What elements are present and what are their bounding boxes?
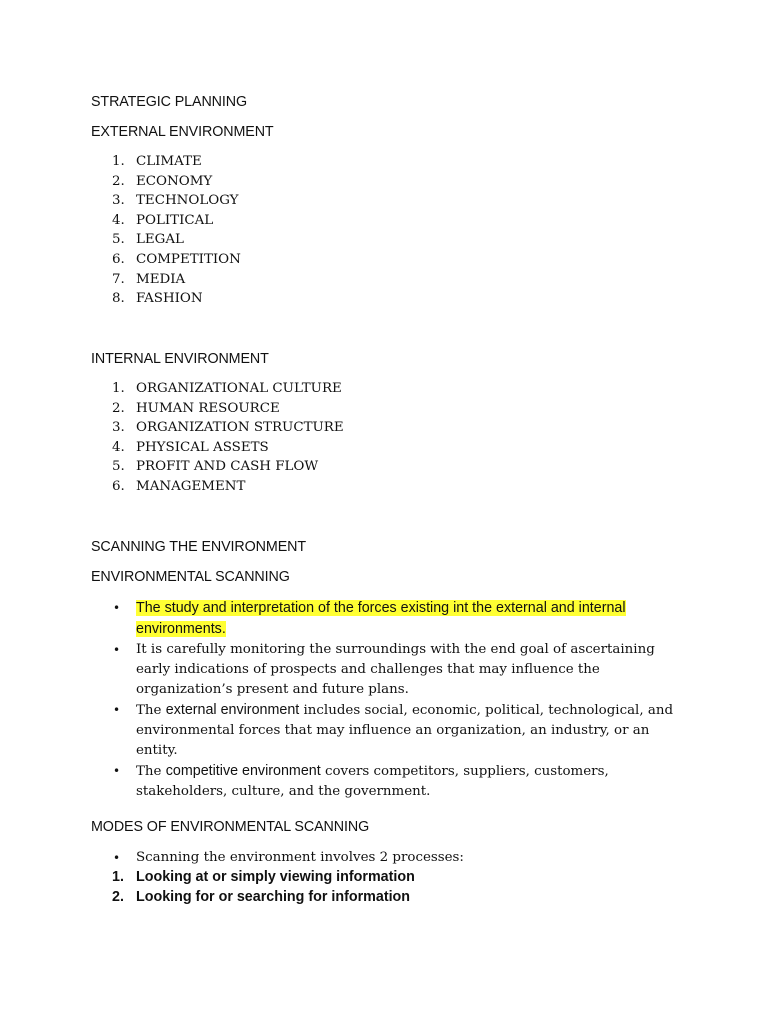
list-item xyxy=(91,598,691,640)
list-item-text: MEDIA xyxy=(136,271,186,287)
modes-heading: MODES OF ENVIRONMENTAL SCANNING xyxy=(91,819,370,835)
term-external-environment: external environment xyxy=(165,702,300,718)
list-number: 5. xyxy=(112,232,125,248)
list-number: 8. xyxy=(112,291,125,307)
bullet-icon: • xyxy=(113,703,121,717)
external-environment-list xyxy=(91,152,241,309)
list-item xyxy=(91,477,344,497)
list-item-text: It is carefully monitoring the surroundings with the end goal of ascertaining early indications of prospects and challenges that may influence the organization’s present and future plans. xyxy=(136,642,655,697)
list-number: 6. xyxy=(112,251,125,267)
list-number: 6. xyxy=(112,478,125,494)
list-item xyxy=(91,250,241,270)
list-item-text: PHYSICAL ASSETS xyxy=(136,439,269,455)
list-number: 4. xyxy=(112,439,125,455)
list-number: 1. xyxy=(112,869,124,885)
scanning-environment-heading: SCANNING THE ENVIRONMENT xyxy=(91,539,306,555)
bullet-icon: • xyxy=(113,643,121,657)
list-item-text: HUMAN RESOURCE xyxy=(136,400,280,416)
environmental-scanning-list xyxy=(91,598,691,802)
list-item-text: TECHNOLOGY xyxy=(136,193,239,209)
list-item xyxy=(91,152,241,172)
list-item-text: LEGAL xyxy=(136,232,184,248)
list-item xyxy=(91,848,691,868)
list-number: 7. xyxy=(112,271,125,287)
list-item-text: ORGANIZATION STRUCTURE xyxy=(136,420,344,436)
list-item xyxy=(91,399,344,419)
list-item-text-prefix: The xyxy=(136,764,166,779)
list-number: 4. xyxy=(112,212,125,228)
list-item xyxy=(91,438,344,458)
list-item-text-prefix: The xyxy=(136,703,166,718)
list-item-text: ORGANIZATIONAL CULTURE xyxy=(136,381,342,396)
list-item xyxy=(91,230,241,250)
list-item-text: CLIMATE xyxy=(136,154,202,169)
list-item-text: includes social, economic, political, technological, and environmental forces that may influence an organization, an industry, or an entity. xyxy=(136,703,674,758)
list-item-text: ECONOMY xyxy=(136,173,213,189)
modes-bullet-list xyxy=(91,848,691,868)
list-item-text: PROFIT AND CASH FLOW xyxy=(136,459,319,475)
bullet-icon: • xyxy=(113,601,121,615)
bullet-icon: • xyxy=(113,764,121,778)
list-item-text: COMPETITION xyxy=(136,251,241,267)
list-item xyxy=(91,888,415,908)
list-item xyxy=(91,172,241,192)
list-item-text: Looking at or simply viewing information xyxy=(136,869,415,885)
internal-environment-heading: INTERNAL ENVIRONMENT xyxy=(91,351,269,367)
list-item xyxy=(91,379,344,399)
internal-environment-list xyxy=(91,379,344,497)
list-number: 2. xyxy=(112,400,125,416)
list-item-text: covers competitors, suppliers, customers, stakeholders, culture, and the government. xyxy=(136,764,609,799)
list-item xyxy=(91,418,344,438)
list-item xyxy=(91,761,691,802)
list-item xyxy=(91,191,241,211)
external-environment-heading: EXTERNAL ENVIRONMENT xyxy=(91,124,274,140)
list-item xyxy=(91,270,241,290)
list-item-text: POLITICAL xyxy=(136,212,214,228)
list-item xyxy=(91,289,241,309)
list-item-text: FASHION xyxy=(136,291,203,307)
list-item xyxy=(91,211,241,231)
page-title: STRATEGIC PLANNING xyxy=(91,94,248,110)
bullet-icon: • xyxy=(113,851,121,865)
list-number: 1. xyxy=(112,381,125,396)
list-item xyxy=(91,700,691,761)
modes-numbered-list xyxy=(91,868,415,907)
list-number: 2. xyxy=(112,173,125,189)
list-item-text: Looking for or searching for information xyxy=(136,888,411,905)
list-number: 3. xyxy=(112,193,125,209)
environmental-scanning-heading: ENVIRONMENTAL SCANNING xyxy=(91,569,290,585)
list-item xyxy=(91,457,344,477)
list-item-text: Scanning the environment involves 2 processes: xyxy=(136,850,464,865)
list-item xyxy=(91,868,415,888)
term-competitive-environment: competitive environment xyxy=(165,763,321,779)
list-item xyxy=(91,640,691,700)
list-number: 2. xyxy=(112,888,124,905)
list-number: 1. xyxy=(112,154,125,169)
list-number: 3. xyxy=(112,420,125,436)
list-item-text: MANAGEMENT xyxy=(136,478,246,494)
highlighted-definition: The study and interpretation of the forces existing int the external and internal environments. xyxy=(136,600,626,637)
list-number: 5. xyxy=(112,459,125,475)
